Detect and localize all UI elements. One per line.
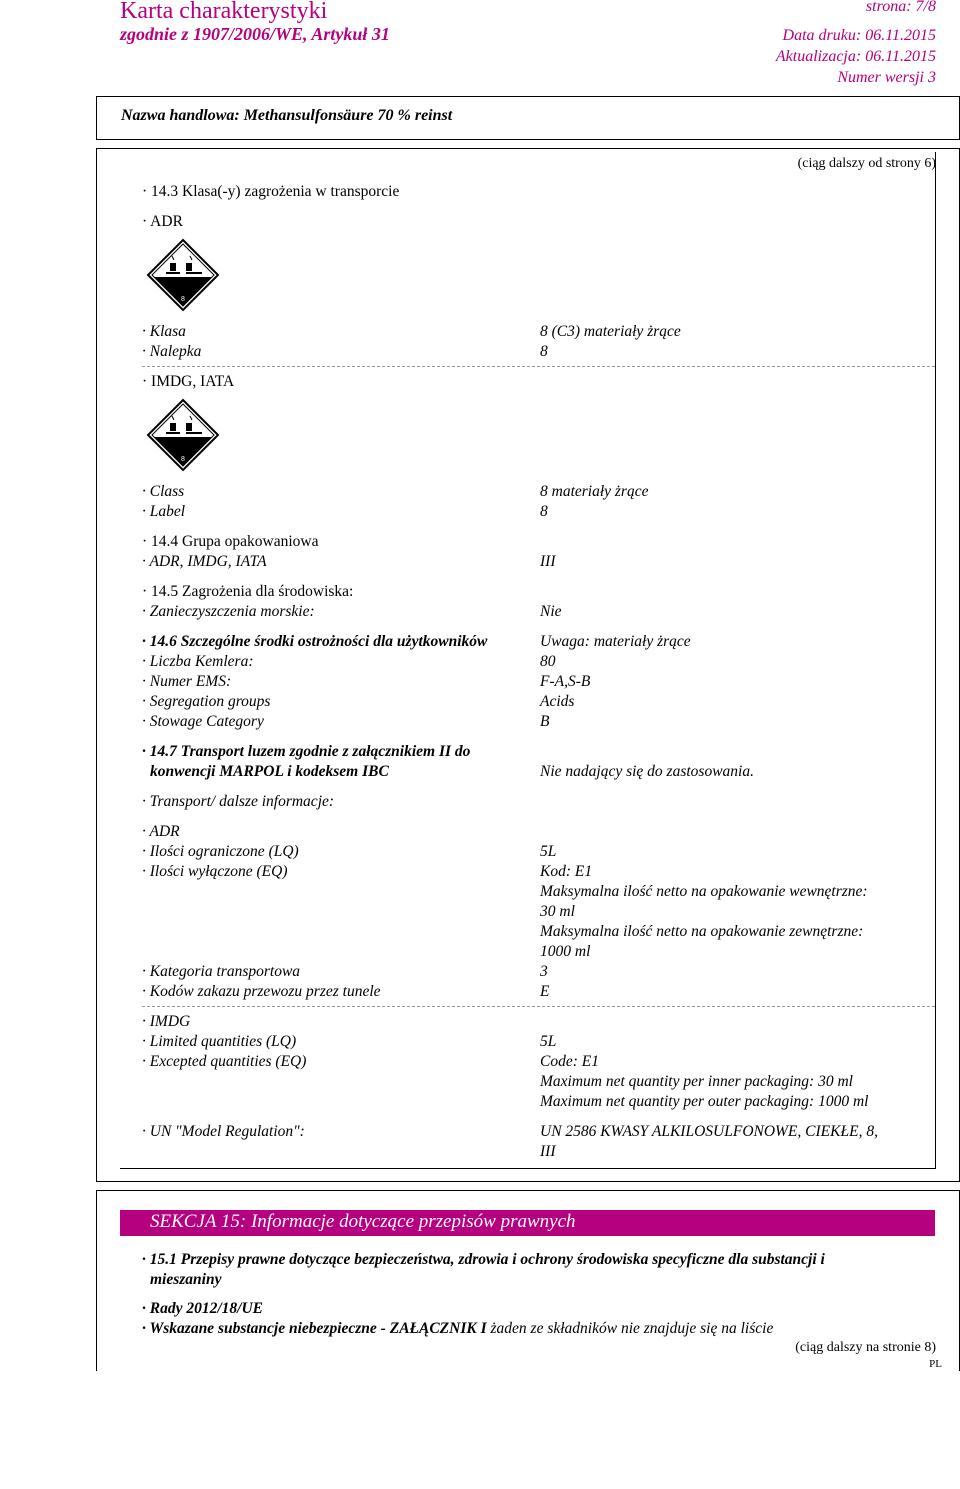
document-title: Karta charakterystyki <box>120 0 328 24</box>
heading-14-7-line1: · 14.7 Transport luzem zgodnie z załącznikiem II do <box>142 743 471 760</box>
divider <box>142 366 935 367</box>
imdg-eq-value-1: Code: E1 <box>540 1053 599 1070</box>
transport-info-heading: · Transport/ dalsze informacje: <box>142 793 335 810</box>
imdg-lq-label: · Limited quantities (LQ) <box>142 1033 297 1050</box>
klasa-value: 8 (C3) materiały żrące <box>540 323 681 340</box>
segregation-value: Acids <box>540 693 575 710</box>
eq-value-4: Maksymalna ilość netto na opakowanie zewnętrzne: <box>540 923 864 940</box>
eq-value-1: Kod: E1 <box>540 863 593 880</box>
transport-imdg-heading: · IMDG <box>142 1013 191 1030</box>
class-value: 8 materiały żrące <box>540 483 649 500</box>
continued-from: (ciąg dalszy od strony 6) <box>797 156 936 171</box>
transport-adr-heading: · ADR <box>142 823 180 840</box>
section-15-title-bar <box>120 1210 935 1236</box>
pictogram-number: 8 <box>181 296 185 303</box>
lq-label: · Ilości ograniczone (LQ) <box>142 843 299 860</box>
heading-14-4: · 14.4 Grupa opakowaniowa <box>142 533 319 550</box>
label-value: 8 <box>540 503 548 520</box>
tunnel-code-value: E <box>540 983 550 1000</box>
eq-value-5: 1000 ml <box>540 943 591 960</box>
lq-value: 5L <box>540 843 557 860</box>
rady-directive: · Rady 2012/18/UE <box>142 1300 263 1317</box>
packing-group-label: · ADR, IMDG, IATA <box>142 553 267 570</box>
segregation-label: · Segregation groups <box>142 693 271 710</box>
language-code: PL <box>929 1358 942 1370</box>
marine-pollutant-value: Nie <box>540 603 562 620</box>
un-model-label: · UN "Model Regulation": <box>142 1123 305 1140</box>
un-model-value-1: UN 2586 KWASY ALKILOSULFONOWE, CIEKŁE, 8, <box>540 1123 878 1140</box>
imdg-lq-value: 5L <box>540 1033 557 1050</box>
document-subtitle: zgodnie z 1907/2006/WE, Artykuł 31 <box>120 24 390 44</box>
imdg-eq-value-2: Maximum net quantity per inner packaging: 30 ml <box>540 1073 853 1090</box>
nalepka-label: · Nalepka <box>142 343 202 360</box>
product-name: Nazwa handlowa: Methansulfonsäure 70 % reinst <box>121 107 453 124</box>
version-number: Numer wersji 3 <box>837 69 936 86</box>
packing-group-value: III <box>540 553 556 570</box>
ems-label: · Numer EMS: <box>142 673 232 690</box>
nalepka-value: 8 <box>540 343 548 360</box>
un-model-value-2: III <box>540 1143 556 1160</box>
klasa-label: · Klasa <box>142 323 186 340</box>
eq-value-3: 30 ml <box>540 903 575 920</box>
marine-pollutant-label: · Zanieczyszczenia morskie: <box>142 603 315 620</box>
corrosive-pictogram-icon <box>146 398 220 472</box>
tunnel-code-label: · Kodów zakazu przewozu przez tunele <box>142 983 381 1000</box>
kemler-label: · Liczba Kemlera: <box>142 653 254 670</box>
annex-i-label: · Wskazane substancje niebezpieczne - ZAŁĄCZNIK I <box>142 1320 487 1337</box>
product-name-box <box>96 96 960 140</box>
eq-value-2: Maksymalna ilość netto na opakowanie wewnętrzne: <box>540 883 868 900</box>
transport-category-label: · Kategoria transportowa <box>142 963 301 980</box>
annex-i-row <box>142 1320 773 1338</box>
stowage-value: B <box>540 713 550 730</box>
print-date: Data druku: 06.11.2015 <box>782 27 936 44</box>
stowage-label: · Stowage Category <box>142 713 264 730</box>
page-number: strona: 7/8 <box>865 0 936 15</box>
heading-14-7-value: Nie nadający się do zastosowania. <box>540 763 754 780</box>
continued-to: (ciąg dalszy na stronie 8) <box>795 1340 936 1355</box>
imdg-iata-heading: · IMDG, IATA <box>142 373 235 390</box>
update-date: Aktualizacja: 06.11.2015 <box>775 48 936 65</box>
heading-15-1-line1: · 15.1 Przepisy prawne dotyczące bezpieczeństwa, zdrowia i ochrony środowiska specyficzne dla substancji i <box>142 1251 825 1268</box>
kemler-value: 80 <box>540 653 556 670</box>
label-label: · Label <box>142 503 186 520</box>
class-label: · Class <box>142 483 185 500</box>
adr-heading: · ADR <box>142 213 183 230</box>
ems-value: F-A,S-B <box>540 673 591 690</box>
pictogram-number: 8 <box>181 456 185 463</box>
heading-14-7-line2: konwencji MARPOL i kodeksem IBC <box>150 763 389 780</box>
transport-category-value: 3 <box>540 963 548 980</box>
eq-label: · Ilości wyłączone (EQ) <box>142 863 288 880</box>
section-15-title: SEKCJA 15: Informacje dotyczące przepisów prawnych <box>150 1211 576 1232</box>
heading-14-5: · 14.5 Zagrożenia dla środowiska: <box>142 583 354 600</box>
divider <box>142 1006 935 1007</box>
imdg-eq-value-3: Maximum net quantity per outer packaging: 1000 ml <box>540 1093 869 1110</box>
annex-i-value: żaden ze składników nie znajduje się na liście <box>490 1320 774 1337</box>
imdg-eq-label: · Excepted quantities (EQ) <box>142 1053 307 1070</box>
heading-15-1-line2: mieszaniny <box>150 1271 222 1288</box>
heading-14-3: · 14.3 Klasa(-y) zagrożenia w transporcie <box>142 183 400 200</box>
heading-14-6: · 14.6 Szczególne środki ostrożności dla użytkowników <box>142 633 488 650</box>
heading-14-6-value: Uwaga: materiały żrące <box>540 633 691 650</box>
corrosive-pictogram-icon <box>146 238 220 312</box>
